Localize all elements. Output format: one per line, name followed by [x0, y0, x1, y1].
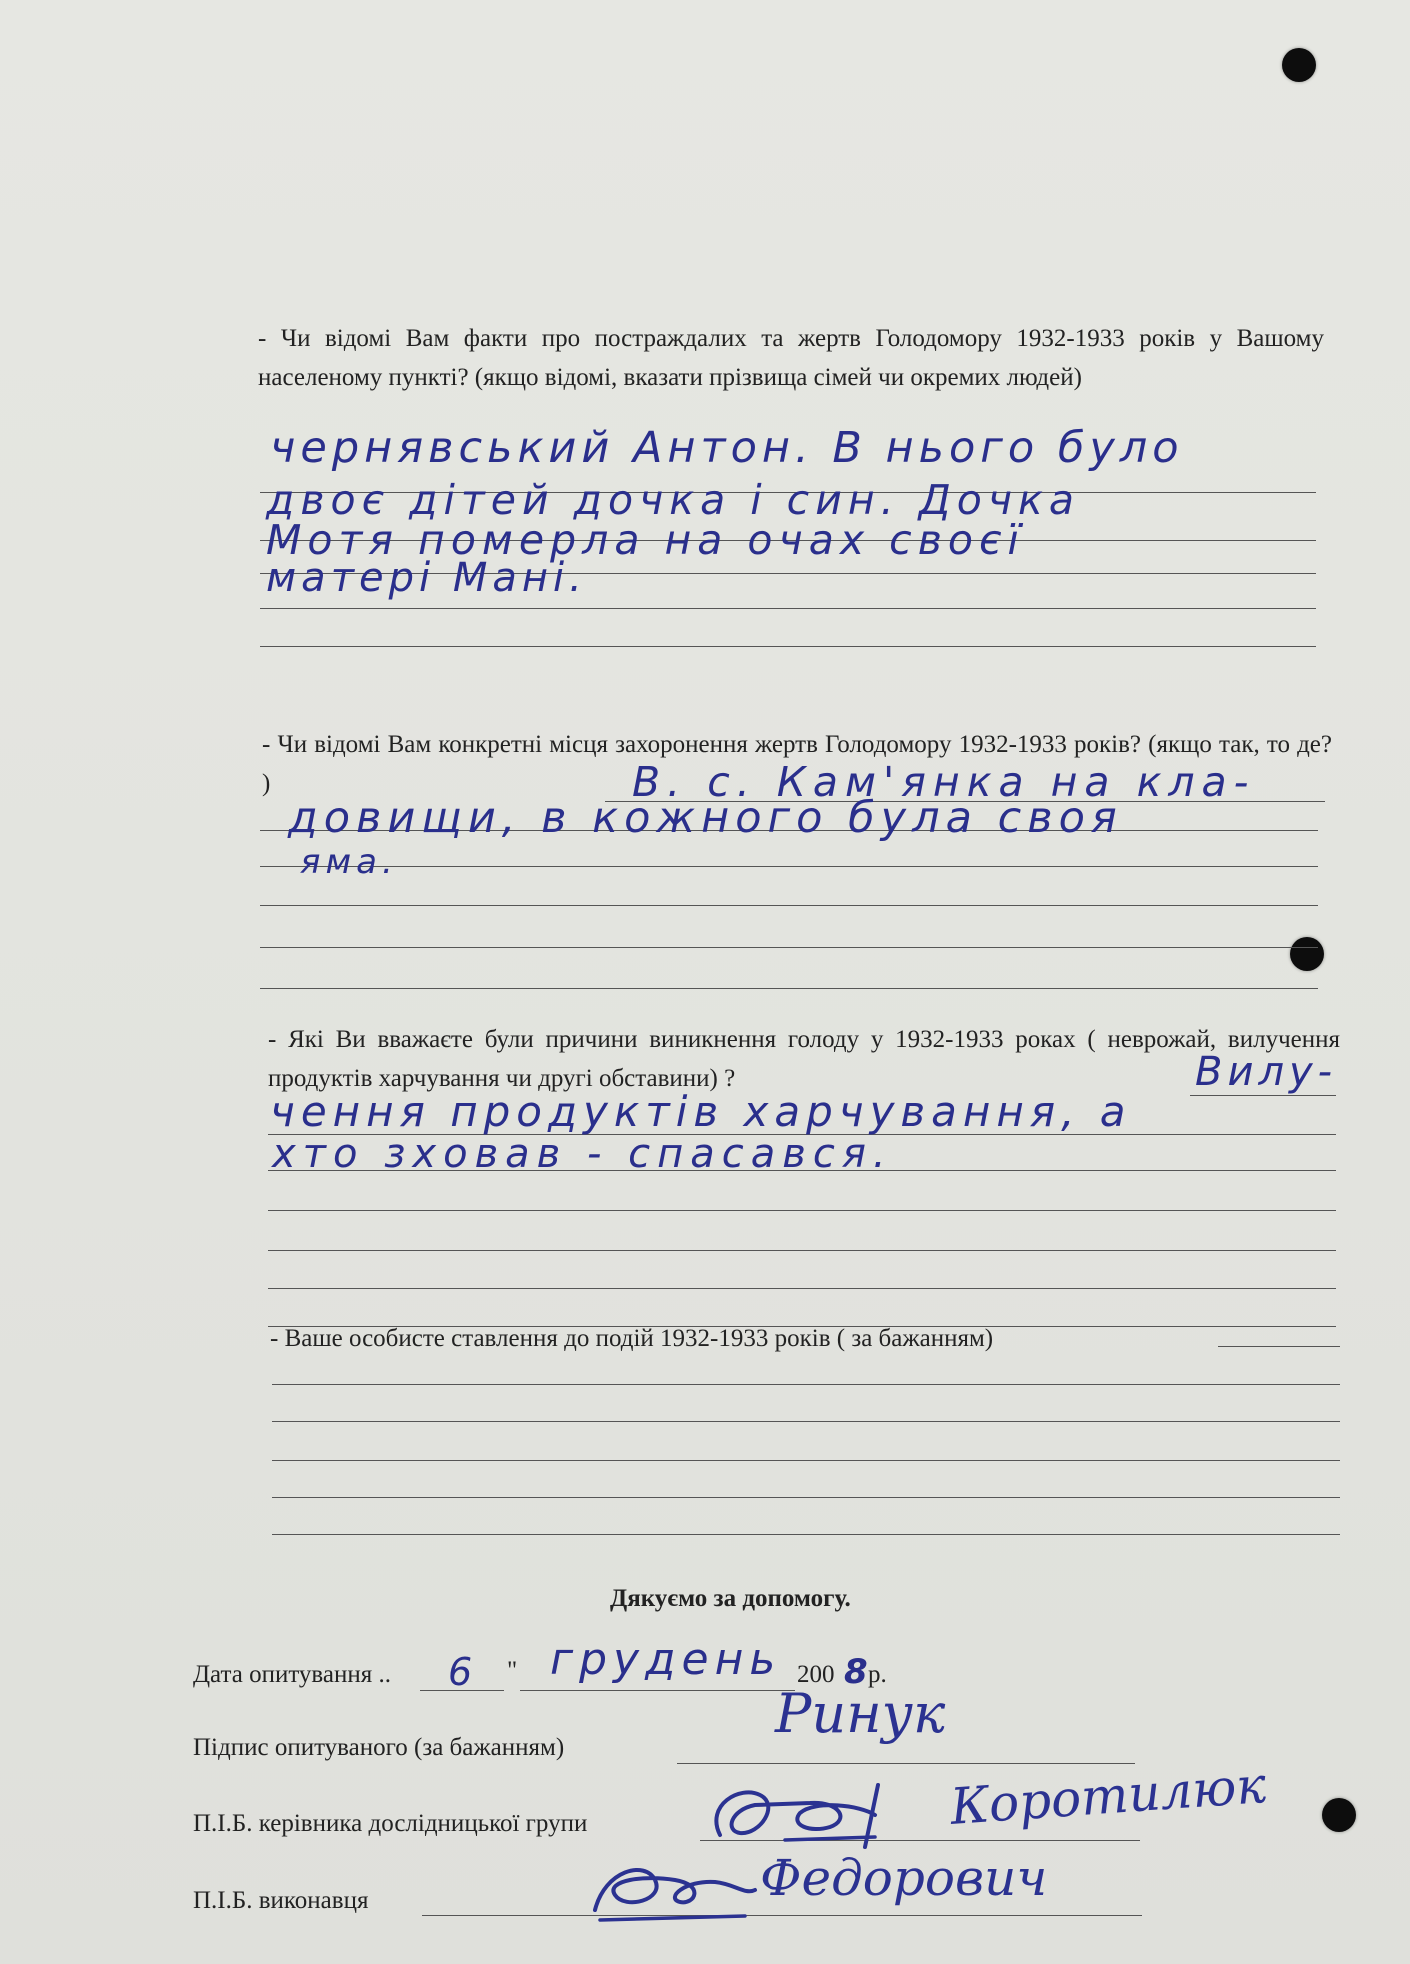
executor-line [422, 1915, 1142, 1916]
date-day-value: 6 [448, 1650, 477, 1694]
answer-line [260, 988, 1318, 989]
answer-line [260, 905, 1318, 906]
answer-line [272, 1534, 1340, 1535]
signature-label: Підпис опитуваного (за бажанням) [193, 1734, 565, 1761]
executor-label: П.І.Б. виконавця [193, 1887, 369, 1914]
punch-hole-bottom [1322, 1798, 1356, 1832]
answer-1-line-4: матері Мані. [266, 555, 587, 601]
answer-line [272, 1497, 1340, 1498]
date-year-digit: 8 [844, 1652, 868, 1692]
thanks-heading: Дякуємо за допомогу. [610, 1585, 851, 1612]
executor-signature-scribble [585, 1850, 765, 1930]
respondent-signature: Ринук [775, 1682, 946, 1745]
answer-3-line-2: чення продуктів харчування, а [270, 1087, 1132, 1136]
executor-name: Федорович [760, 1849, 1048, 1907]
punch-hole-top [1282, 48, 1316, 82]
date-year-prefix: 200 [797, 1661, 835, 1688]
answer-line [272, 1421, 1340, 1422]
answer-3-line-3: хто зховав - спасався. [272, 1131, 893, 1177]
question-2-label: - Чи відомі Вам конкретні місця захоронення жертв Голодомору 1932-1933 років? (якщо так, то де? ) [262, 731, 1332, 797]
date-suffix: р. [868, 1661, 887, 1688]
answer-line [268, 1288, 1336, 1289]
answer-line [268, 1210, 1336, 1211]
question-1-text: - Чи відомі Вам факти про постраждалих та жертв Голодомору 1932-1933 років у Вашому населеному пункті? (якщо відомі, вказати прізвища сімей чи окремих людей) [258, 325, 1324, 391]
answer-1-line-3: Мотя померла на очах своєї [266, 516, 1025, 564]
leader-name: Коротилюк [948, 1756, 1268, 1836]
answer-line [260, 646, 1316, 647]
answer-line [1190, 1095, 1336, 1096]
leader-signature-scribble [700, 1765, 890, 1855]
date-month-line [520, 1690, 795, 1691]
answer-1-line-1: чернявський Антон. В нього було [270, 423, 1184, 473]
answer-line [1218, 1346, 1340, 1347]
answer-2-line-1: В. с. Кам'янка на кла- [632, 758, 1256, 806]
answer-1-line-2: двоє дітей дочка і син. Дочка [266, 476, 1080, 524]
date-month-value: грудень [550, 1634, 782, 1685]
signature-line [677, 1763, 1135, 1764]
date-quote: " [507, 1657, 518, 1684]
answer-line [260, 947, 1318, 948]
question-3-text: - Які Ви вважаєте були причини виникнення голоду у 1932-1933 роках ( неврожай, вилучення продуктів харчування чи другі обставини) ? [268, 1026, 1340, 1092]
leader-label: П.І.Б. керівника дослідницької групи [193, 1810, 588, 1837]
answer-line [272, 1460, 1340, 1461]
question-4-text: - Ваше особисте ставлення до подій 1932-1933 років ( за бажанням) [270, 1325, 994, 1352]
date-label: Дата опитування .. [193, 1661, 392, 1688]
answer-line [260, 608, 1316, 609]
answer-line [268, 1250, 1336, 1251]
answer-line [260, 866, 1318, 867]
answer-3-line-1: Вилу- [1195, 1049, 1338, 1095]
punch-hole-middle [1290, 937, 1324, 971]
answer-2-line-3: яма. [300, 842, 398, 882]
answer-2-line-2: довищи, в кожного була своя [288, 793, 1123, 843]
answer-line [272, 1384, 1340, 1385]
